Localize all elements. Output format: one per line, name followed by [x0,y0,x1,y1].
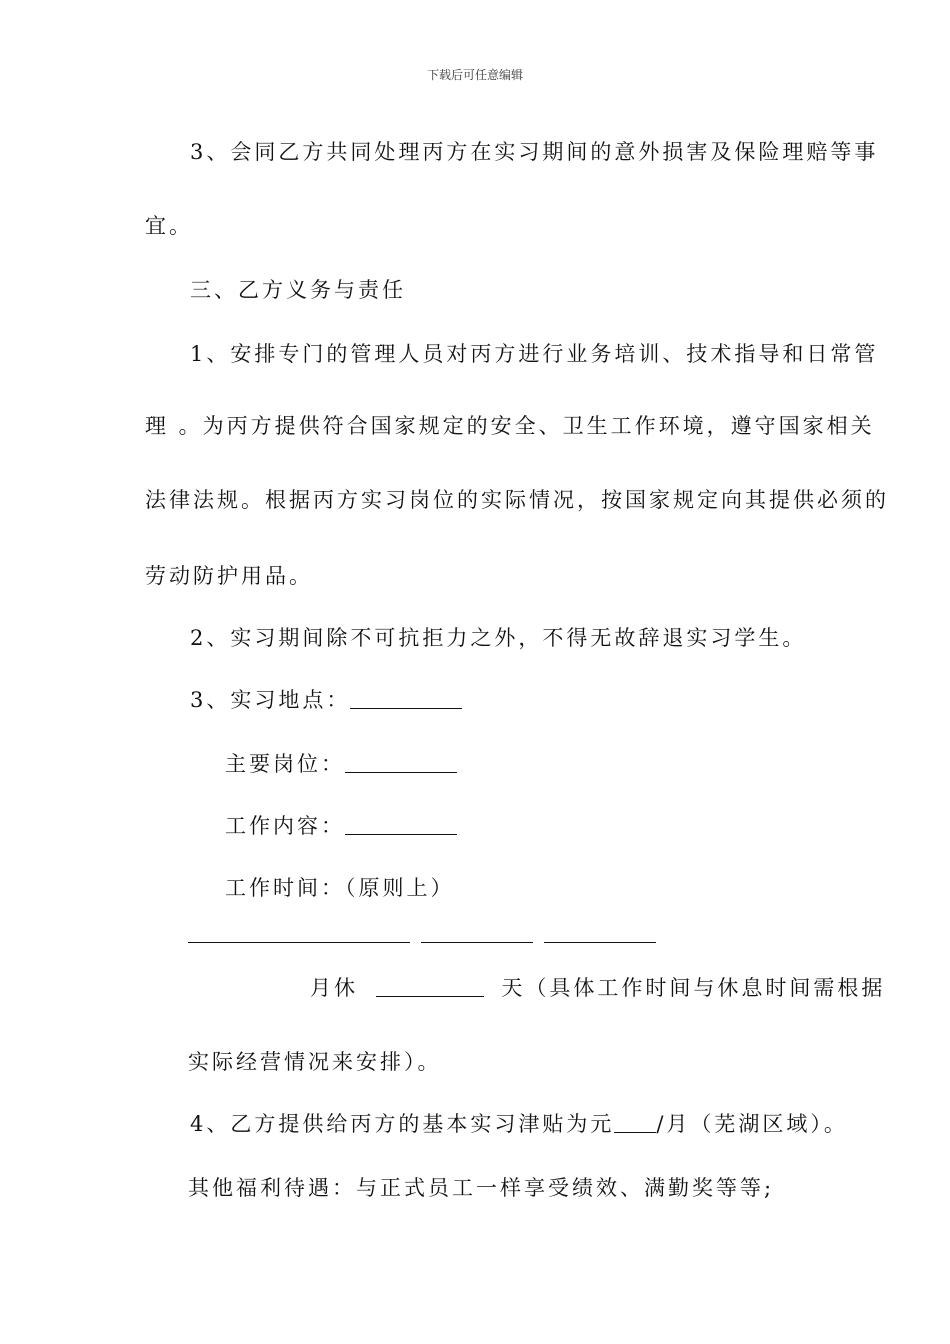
duty-4 [190,1110,848,1138]
hours-blank-3[interactable] [544,942,656,943]
hours-blank-2[interactable] [421,942,533,943]
clause-3-line-2: 宜。 [145,214,193,238]
rest-days-line [310,974,885,1002]
duty-1-line-3: 法律法规。根据丙方实习岗位的实际情况，按国家规定向其提供必须的 [145,488,889,512]
allowance-blank[interactable] [614,1112,656,1133]
position-blank[interactable] [345,752,457,773]
duty-2: 2、实习期间除不可抗拒力之外，不得无故辞退实习学生。 [190,626,807,650]
section-3-title: 三、乙方义务与责任 [190,278,406,302]
hours-blank-1[interactable] [188,942,410,943]
other-benefits: 其他福利待遇：与正式员工一样享受绩效、满勤奖等等; [188,1176,775,1200]
field-location-label: 3、实习地点： [190,688,351,712]
duty-1-line-2: 理 。为丙方提供符合国家规定的安全、卫生工作环境，遵守国家相关 [145,414,875,438]
field-location [190,686,462,714]
field-position-label: 主要岗位： [225,752,345,776]
rest-suffix: 天（具体工作时间与休息时间需根据 [501,976,886,1000]
field-content [225,812,457,840]
location-blank[interactable] [350,688,462,709]
field-position [225,750,457,778]
allowance-suffix: /月（芜湖区域）。 [656,1112,848,1136]
content-blank[interactable] [345,814,457,835]
clause-3-line-1: 3、会同乙方共同处理丙方在实习期间的意外损害及保险理赔等事 [190,140,879,164]
rest-prefix: 月休 [310,976,358,1000]
allowance-prefix: 4、乙方提供给丙方的基本实习津贴为元 [190,1112,615,1136]
field-content-label: 工作内容： [225,814,345,838]
page-header: 下载后可任意编辑 [426,68,523,82]
rest-days-line-2: 实际经营情况来安排）。 [188,1050,442,1074]
field-hours-label: 工作时间：（原则上） [225,876,455,900]
rest-days-blank[interactable] [376,976,484,997]
duty-1-line-1: 1、安排专门的管理人员对丙方进行业务培训、技术指导和日常管 [190,342,879,366]
duty-1-line-4: 劳动防护用品。 [145,564,313,588]
